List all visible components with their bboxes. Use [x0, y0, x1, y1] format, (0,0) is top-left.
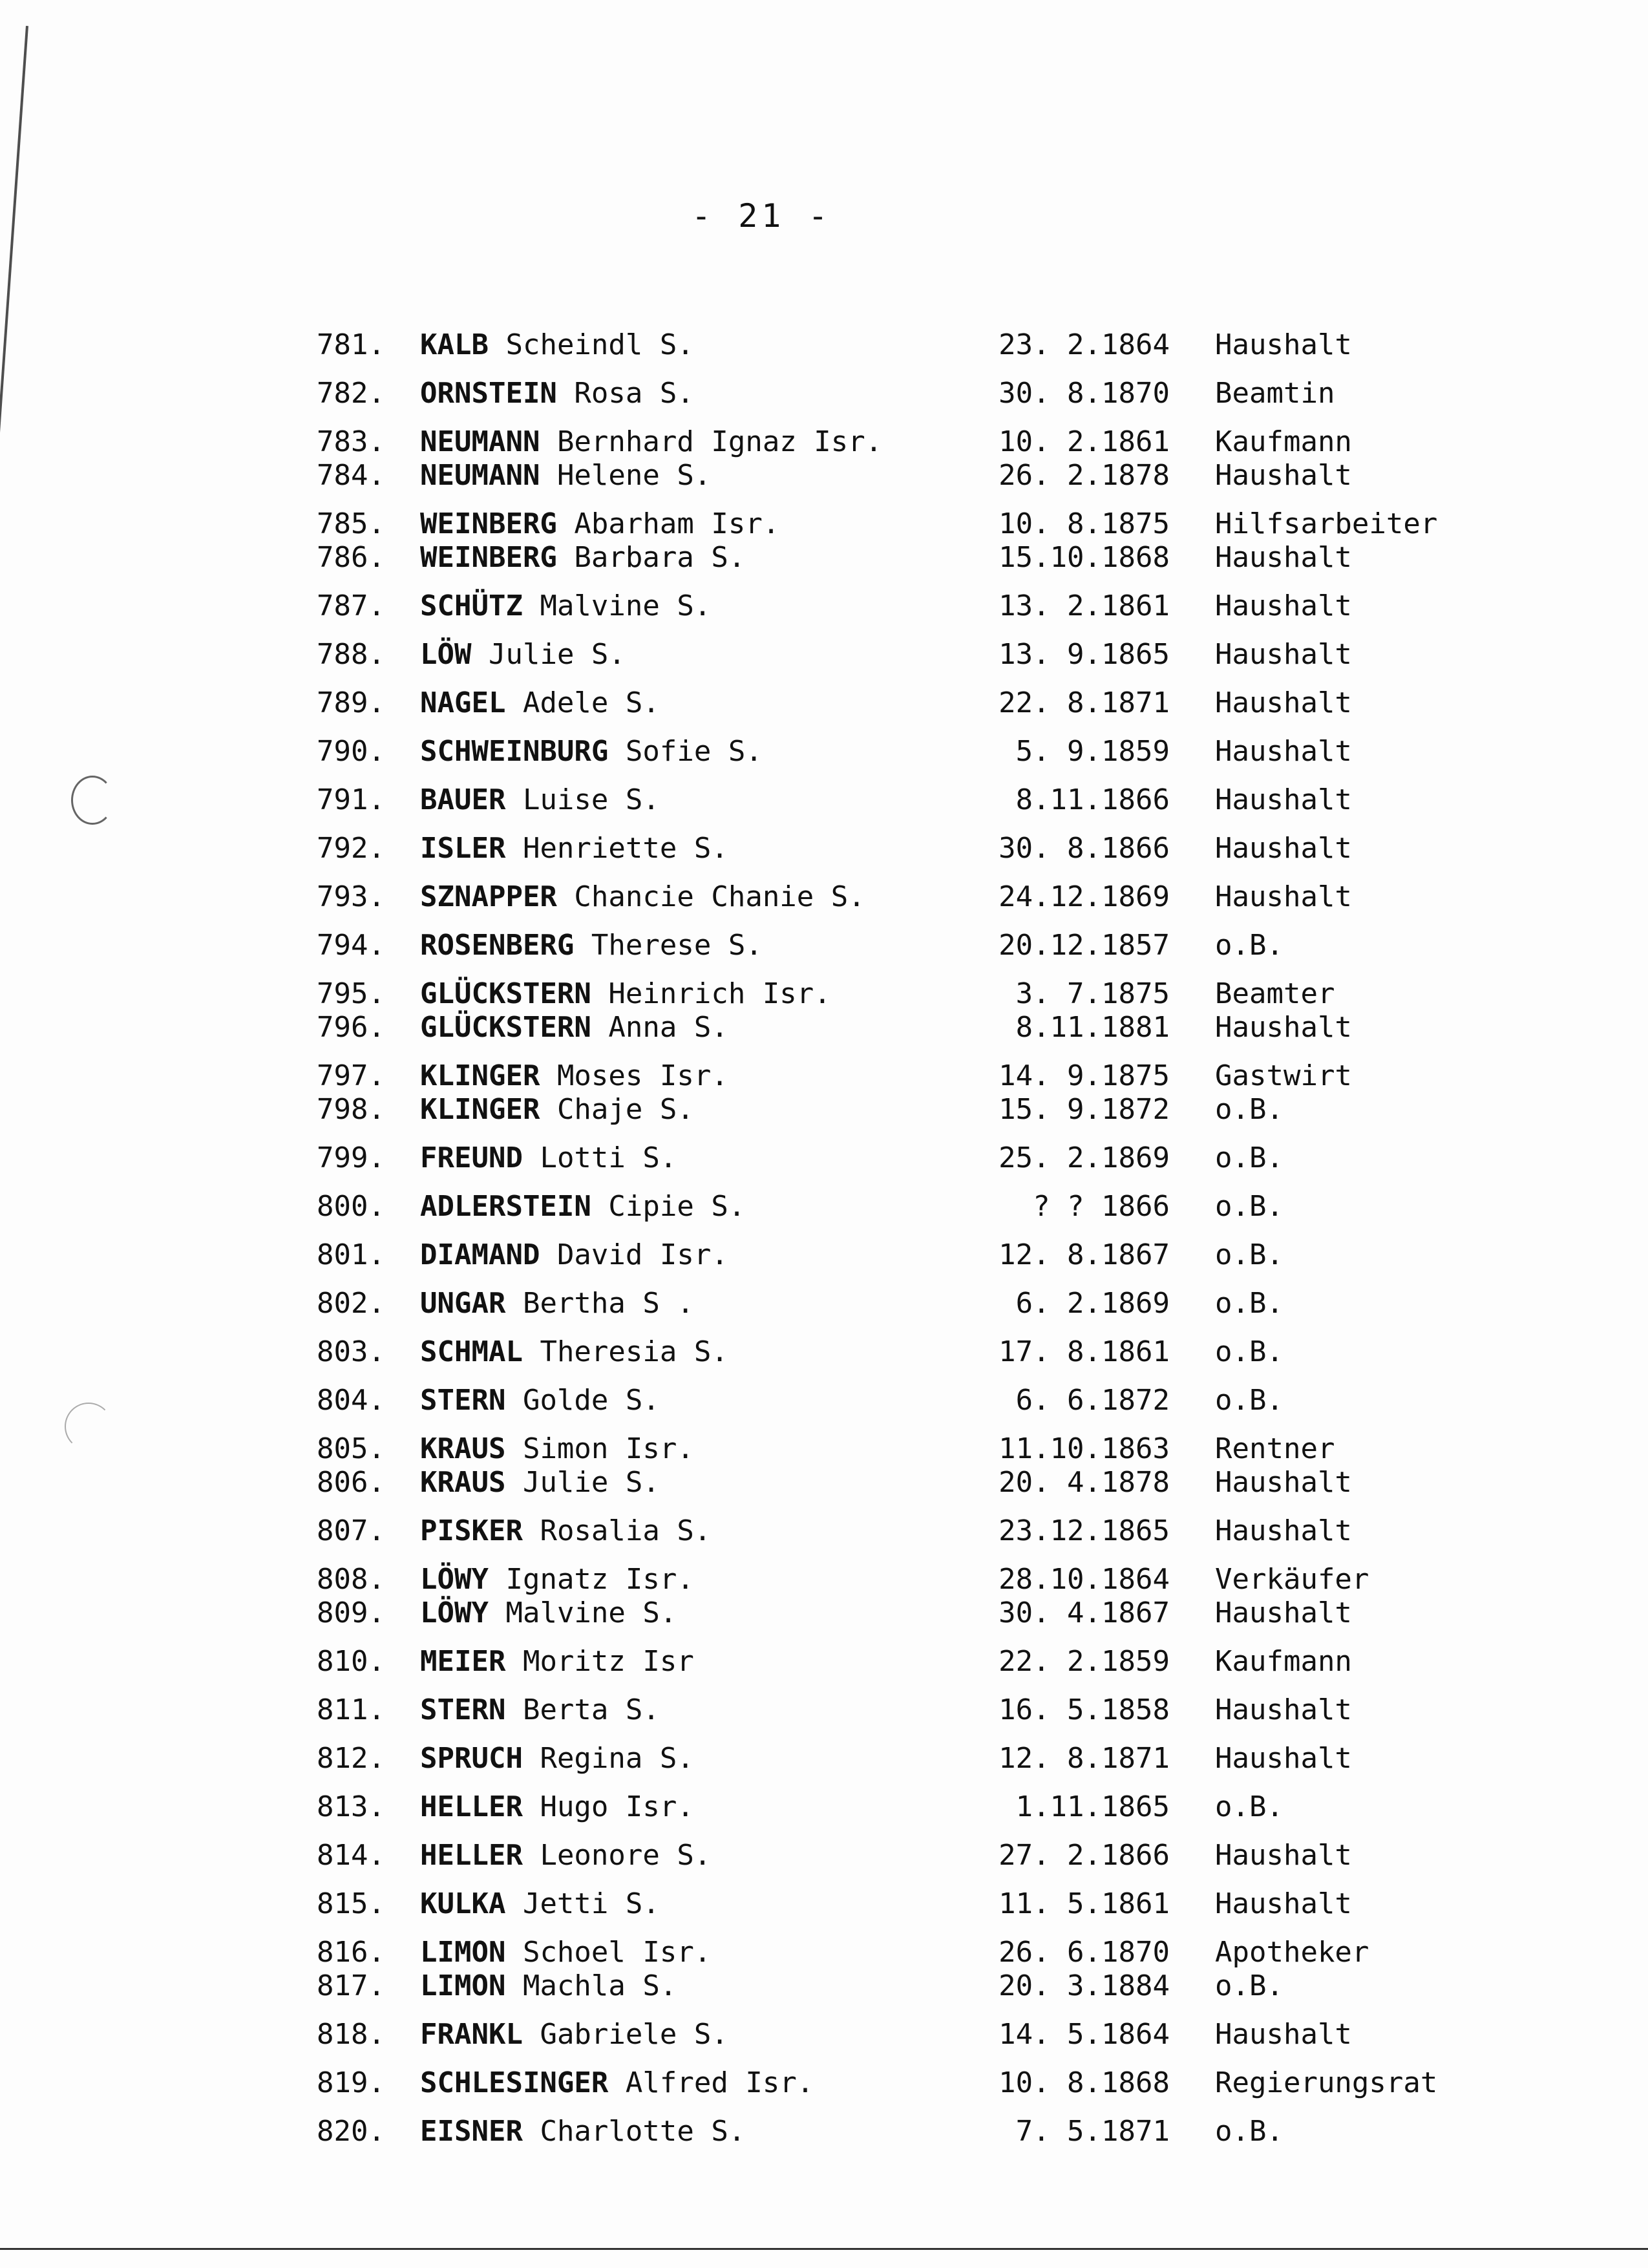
entry-row — [317, 425, 1512, 459]
entry-row — [317, 880, 1512, 914]
entry-surname: GLÜCKSTERN — [420, 1011, 591, 1044]
entry-given-name: Golde S. — [522, 1384, 660, 1417]
entry-given-name: Alfred Isr. — [625, 2066, 814, 2099]
entry-given-name: Berta S. — [522, 1693, 660, 1726]
entry-given-name: Gabriele S. — [540, 2018, 728, 2051]
entry-given-name: Simon Isr. — [522, 1432, 694, 1465]
entry-surname: MEIER — [420, 1645, 506, 1678]
entry-row — [317, 1693, 1512, 1727]
entry-surname: ADLERSTEIN — [420, 1190, 591, 1223]
entry-number: 819. — [317, 2066, 385, 2099]
entry-given-name: Lotti S. — [540, 1141, 677, 1174]
entry-given-name: Abarham Isr. — [574, 507, 780, 540]
entry-number: 794. — [317, 929, 385, 962]
entry-birth-date: 11.10.1863 — [998, 1432, 1170, 1465]
entry-number: 814. — [317, 1839, 385, 1872]
entry-birth-date: 20. 4.1878 — [998, 1466, 1170, 1499]
entry-number: 781. — [317, 328, 385, 361]
entry-row — [317, 1969, 1512, 2003]
entry-birth-date: 7. 5.1871 — [1015, 2115, 1170, 2148]
entry-surname: SPRUCH — [420, 1742, 523, 1775]
entry-given-name: David Isr. — [556, 1238, 728, 1271]
entry-row — [317, 1384, 1512, 1417]
entry-surname: KALB — [420, 328, 489, 361]
entry-number: 800. — [317, 1190, 385, 1223]
entry-row — [317, 686, 1512, 720]
entry-row — [317, 783, 1512, 817]
entry-occupation: Apotheker — [1215, 1936, 1369, 1969]
entry-row — [317, 1839, 1512, 1872]
entry-occupation: Haushalt — [1215, 1596, 1352, 1629]
punch-hole-mark — [71, 776, 114, 825]
entry-row — [317, 1238, 1512, 1272]
entry-number: 784. — [317, 459, 385, 492]
entry-surname: HELLER — [420, 1790, 523, 1823]
entry-surname: STERN — [420, 1384, 506, 1417]
entry-occupation: o.B. — [1215, 1335, 1284, 1368]
entry-birth-date: 11. 5.1861 — [998, 1887, 1170, 1920]
entry-occupation: o.B. — [1215, 1287, 1284, 1320]
entry-number: 803. — [317, 1335, 385, 1368]
entry-occupation: o.B. — [1215, 1238, 1284, 1271]
entry-surname: FREUND — [420, 1141, 523, 1174]
entry-surname: WEINBERG — [420, 541, 557, 574]
entry-surname: SCHMAL — [420, 1335, 523, 1368]
entry-number: 815. — [317, 1887, 385, 1920]
entry-row — [317, 1335, 1512, 1369]
entry-occupation: o.B. — [1215, 1790, 1284, 1823]
entry-given-name: Malvine S. — [505, 1596, 677, 1629]
entry-number: 793. — [317, 880, 385, 913]
entry-surname: ORNSTEIN — [420, 377, 557, 410]
entry-row — [317, 589, 1512, 623]
entry-given-name: Regina S. — [540, 1742, 694, 1775]
entry-given-name: Adele S. — [522, 686, 660, 719]
entry-occupation: Verkäufer — [1215, 1563, 1369, 1596]
entry-row — [317, 977, 1512, 1011]
entry-birth-date: 22. 8.1871 — [998, 686, 1170, 719]
entry-occupation: o.B. — [1215, 1969, 1284, 2002]
entry-birth-date: 30. 4.1867 — [998, 1596, 1170, 1629]
entry-birth-date: 10. 8.1868 — [998, 2066, 1170, 2099]
entry-occupation: Kaufmann — [1215, 1645, 1352, 1678]
entry-row — [317, 1141, 1512, 1175]
entry-number: 813. — [317, 1790, 385, 1823]
entry-row — [317, 2066, 1512, 2100]
entry-birth-date: 30. 8.1866 — [998, 832, 1170, 865]
entry-occupation: Gastwirt — [1215, 1059, 1352, 1092]
entry-occupation: Haushalt — [1215, 2018, 1352, 2051]
entry-row — [317, 541, 1512, 575]
entry-given-name: Moses Isr. — [556, 1059, 728, 1092]
entry-occupation: Haushalt — [1215, 880, 1352, 913]
entry-number: 807. — [317, 1514, 385, 1547]
entry-given-name: Heinrich Isr. — [608, 977, 831, 1010]
entry-birth-date: 26. 2.1878 — [998, 459, 1170, 492]
entry-birth-date: 10. 2.1861 — [998, 425, 1170, 458]
entry-given-name: Cipie S. — [608, 1190, 746, 1223]
entry-number: 805. — [317, 1432, 385, 1465]
entry-surname: ROSENBERG — [420, 929, 575, 962]
entry-number: 782. — [317, 377, 385, 410]
entry-given-name: Julie S. — [522, 1466, 660, 1499]
entry-given-name: Theresia S. — [540, 1335, 728, 1368]
entry-occupation: Haushalt — [1215, 328, 1352, 361]
margin-line — [0, 26, 28, 800]
entry-number: 804. — [317, 1384, 385, 1417]
entry-number: 783. — [317, 425, 385, 458]
entry-row — [317, 1190, 1512, 1224]
entry-occupation: Haushalt — [1215, 589, 1352, 622]
entry-row — [317, 1432, 1512, 1466]
entry-occupation: Hilfsarbeiter — [1215, 507, 1438, 540]
entry-birth-date: 14. 5.1864 — [998, 2018, 1170, 2051]
entry-number: 811. — [317, 1693, 385, 1726]
entry-occupation: Haushalt — [1215, 1514, 1352, 1547]
entry-birth-date: 26. 6.1870 — [998, 1936, 1170, 1969]
entry-row — [317, 1936, 1512, 1969]
entry-occupation: Beamtin — [1215, 377, 1335, 410]
entry-number: 791. — [317, 783, 385, 816]
entry-occupation: o.B. — [1215, 1190, 1284, 1223]
entry-surname: STERN — [420, 1693, 506, 1726]
entry-occupation: Haushalt — [1215, 783, 1352, 816]
entry-birth-date: 14. 9.1875 — [998, 1059, 1170, 1092]
entry-occupation: Haushalt — [1215, 1742, 1352, 1775]
entry-row — [317, 1645, 1512, 1679]
entry-given-name: Hugo Isr. — [540, 1790, 694, 1823]
entry-row — [317, 1287, 1512, 1320]
entry-occupation: Haushalt — [1215, 1693, 1352, 1726]
entry-row — [317, 1596, 1512, 1630]
entry-birth-date: 6. 2.1869 — [1015, 1287, 1170, 1320]
entry-number: 816. — [317, 1936, 385, 1969]
entry-birth-date: 27. 2.1866 — [998, 1839, 1170, 1872]
entry-occupation: o.B. — [1215, 1093, 1284, 1126]
entry-birth-date: 17. 8.1861 — [998, 1335, 1170, 1368]
entry-occupation: Haushalt — [1215, 541, 1352, 574]
entry-list — [317, 328, 1512, 2148]
entry-surname: WEINBERG — [420, 507, 557, 540]
entry-surname: SZNAPPER — [420, 880, 557, 913]
entry-occupation: Haushalt — [1215, 1466, 1352, 1499]
entry-given-name: Jetti S. — [522, 1887, 660, 1920]
entry-surname: KULKA — [420, 1887, 506, 1920]
page-number: - 21 - — [692, 197, 832, 235]
entry-row — [317, 1093, 1512, 1127]
entry-number: 792. — [317, 832, 385, 865]
entry-number: 799. — [317, 1141, 385, 1174]
entry-number: 806. — [317, 1466, 385, 1499]
entry-birth-date: 25. 2.1869 — [998, 1141, 1170, 1174]
entry-surname: FRANKL — [420, 2018, 523, 2051]
entry-number: 795. — [317, 977, 385, 1010]
entry-birth-date: 12. 8.1867 — [998, 1238, 1170, 1271]
entry-birth-date: 23.12.1865 — [998, 1514, 1170, 1547]
entry-given-name: Scheindl S. — [505, 328, 694, 361]
entry-birth-date: 5. 9.1859 — [1015, 735, 1170, 768]
entry-row — [317, 328, 1512, 362]
entry-given-name: Bertha S . — [522, 1287, 694, 1320]
entry-given-name: Chaje S. — [556, 1093, 694, 1126]
entry-surname: SCHÜTZ — [420, 589, 523, 622]
entry-surname: LÖWY — [420, 1596, 489, 1629]
entry-occupation: o.B. — [1215, 1141, 1284, 1174]
entry-birth-date: 20.12.1857 — [998, 929, 1170, 962]
entry-row — [317, 735, 1512, 768]
entry-surname: KLINGER — [420, 1059, 540, 1092]
entry-given-name: Julie S. — [488, 638, 626, 671]
entry-birth-date: 16. 5.1858 — [998, 1693, 1170, 1726]
entry-row — [317, 2018, 1512, 2051]
entry-given-name: Machla S. — [522, 1969, 677, 2002]
entry-row — [317, 1466, 1512, 1500]
entry-surname: LIMON — [420, 1936, 506, 1969]
entry-occupation: Rentner — [1215, 1432, 1335, 1465]
entry-surname: HELLER — [420, 1839, 523, 1872]
entry-birth-date: 22. 2.1859 — [998, 1645, 1170, 1678]
entry-given-name: Sofie S. — [625, 735, 763, 768]
entry-surname: NEUMANN — [420, 459, 540, 492]
entry-surname: NEUMANN — [420, 425, 540, 458]
entry-birth-date: 20. 3.1884 — [998, 1969, 1170, 2002]
entry-occupation: Haushalt — [1215, 735, 1352, 768]
entry-surname: SCHWEINBURG — [420, 735, 609, 768]
entry-row — [317, 1059, 1512, 1093]
entry-given-name: Ignatz Isr. — [505, 1563, 694, 1596]
entry-number: 820. — [317, 2115, 385, 2148]
entry-birth-date: 6. 6.1872 — [1015, 1384, 1170, 1417]
entry-row — [317, 377, 1512, 410]
entry-row — [317, 1742, 1512, 1775]
entry-surname: SCHLESINGER — [420, 2066, 609, 2099]
entry-row — [317, 1563, 1512, 1596]
entry-number: 797. — [317, 1059, 385, 1092]
entry-number: 817. — [317, 1969, 385, 2002]
entry-occupation: Haushalt — [1215, 459, 1352, 492]
entry-occupation: Haushalt — [1215, 1887, 1352, 1920]
entry-row — [317, 832, 1512, 865]
entry-occupation: o.B. — [1215, 2115, 1284, 2148]
entry-given-name: Rosalia S. — [540, 1514, 712, 1547]
entry-birth-date: 30. 8.1870 — [998, 377, 1170, 410]
entry-birth-date: 12. 8.1871 — [998, 1742, 1170, 1775]
entry-given-name: Leonore S. — [540, 1839, 712, 1872]
entry-number: 790. — [317, 735, 385, 768]
entry-row — [317, 1011, 1512, 1044]
entry-birth-date: 8.11.1866 — [1015, 783, 1170, 816]
entry-given-name: Henriette S. — [522, 832, 728, 865]
entry-number: 787. — [317, 589, 385, 622]
entry-number: 796. — [317, 1011, 385, 1044]
entry-given-name: Rosa S. — [574, 377, 694, 410]
entry-birth-date: 15.10.1868 — [998, 541, 1170, 574]
entry-row — [317, 929, 1512, 962]
entry-number: 785. — [317, 507, 385, 540]
entry-birth-date: 8.11.1881 — [1015, 1011, 1170, 1044]
entry-birth-date: 15. 9.1872 — [998, 1093, 1170, 1126]
entry-number: 786. — [317, 541, 385, 574]
entry-occupation: Haushalt — [1215, 686, 1352, 719]
entry-birth-date: 10. 8.1875 — [998, 507, 1170, 540]
entry-occupation: Beamter — [1215, 977, 1335, 1010]
entry-given-name: Helene S. — [556, 459, 712, 492]
entry-number: 802. — [317, 1287, 385, 1320]
entry-row — [317, 1514, 1512, 1548]
entry-row — [317, 459, 1512, 493]
entry-given-name: Luise S. — [522, 783, 660, 816]
entry-surname: LÖW — [420, 638, 472, 671]
entry-surname: BAUER — [420, 783, 506, 816]
entry-given-name: Therese S. — [591, 929, 763, 962]
entry-given-name: Schoel Isr. — [522, 1936, 712, 1969]
entry-given-name: Bernhard Ignaz Isr. — [556, 425, 883, 458]
entry-birth-date: 1.11.1865 — [1015, 1790, 1170, 1823]
entry-birth-date: 3. 7.1875 — [1015, 977, 1170, 1010]
entry-occupation: Haushalt — [1215, 1011, 1352, 1044]
entry-row — [317, 2115, 1512, 2148]
entry-surname: NAGEL — [420, 686, 506, 719]
entry-birth-date: 24.12.1869 — [998, 880, 1170, 913]
entry-birth-date: 13. 2.1861 — [998, 589, 1170, 622]
entry-surname: ISLER — [420, 832, 506, 865]
entry-surname: LIMON — [420, 1969, 506, 2002]
entry-row — [317, 1790, 1512, 1824]
entry-surname: GLÜCKSTERN — [420, 977, 591, 1010]
entry-occupation: Haushalt — [1215, 832, 1352, 865]
entry-number: 801. — [317, 1238, 385, 1271]
entry-occupation: o.B. — [1215, 929, 1284, 962]
entry-row — [317, 1887, 1512, 1921]
entry-occupation: Kaufmann — [1215, 425, 1352, 458]
entry-row — [317, 638, 1512, 672]
entry-number: 789. — [317, 686, 385, 719]
entry-number: 798. — [317, 1093, 385, 1126]
entry-surname: KRAUS — [420, 1466, 506, 1499]
entry-occupation: Regierungsrat — [1215, 2066, 1438, 2099]
entry-given-name: Moritz Isr — [522, 1645, 694, 1678]
entry-surname: KLINGER — [420, 1093, 540, 1126]
entry-occupation: Haushalt — [1215, 1839, 1352, 1872]
entry-number: 810. — [317, 1645, 385, 1678]
punch-hole-mark — [65, 1403, 112, 1450]
entry-number: 809. — [317, 1596, 385, 1629]
entry-row — [317, 507, 1512, 541]
entry-birth-date: 28.10.1864 — [998, 1563, 1170, 1596]
entry-given-name: Chancie Chanie S. — [574, 880, 865, 913]
entry-surname: EISNER — [420, 2115, 523, 2148]
entry-birth-date: ? ? 1866 — [1033, 1190, 1170, 1223]
entry-number: 818. — [317, 2018, 385, 2051]
entry-given-name: Charlotte S. — [540, 2115, 746, 2148]
entry-surname: KRAUS — [420, 1432, 506, 1465]
entry-surname: UNGAR — [420, 1287, 506, 1320]
entry-number: 812. — [317, 1742, 385, 1775]
entry-surname: LÖWY — [420, 1563, 489, 1596]
entry-number: 788. — [317, 638, 385, 671]
entry-given-name: Malvine S. — [540, 589, 712, 622]
entry-surname: PISKER — [420, 1514, 523, 1547]
bottom-rule — [0, 2248, 1648, 2250]
entry-occupation: o.B. — [1215, 1384, 1284, 1417]
entry-given-name: Barbara S. — [574, 541, 746, 574]
entry-birth-date: 23. 2.1864 — [998, 328, 1170, 361]
entry-occupation: Haushalt — [1215, 638, 1352, 671]
entry-birth-date: 13. 9.1865 — [998, 638, 1170, 671]
entry-surname: DIAMAND — [420, 1238, 540, 1271]
entry-number: 808. — [317, 1563, 385, 1596]
entry-given-name: Anna S. — [608, 1011, 728, 1044]
